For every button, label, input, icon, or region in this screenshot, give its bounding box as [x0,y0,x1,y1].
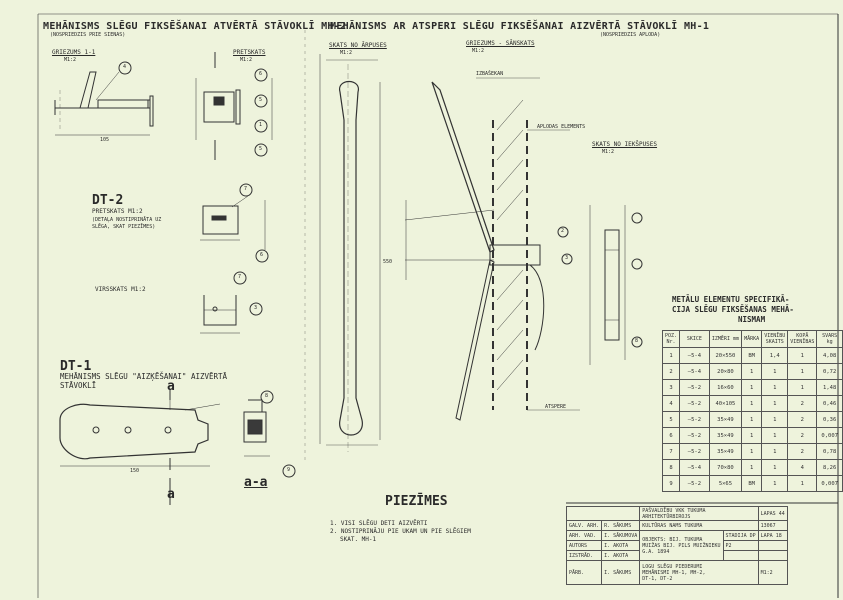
cell: —5-2 [680,396,710,412]
cell: 1 [663,348,680,364]
cell: —5-2 [680,428,710,444]
griezums-1-1-scale: M1:2 [64,57,77,63]
spec-header: MĀRKA [742,331,762,348]
callout-label: 9 [287,467,291,473]
stamp-blank [758,551,787,561]
cell: 1 [788,364,817,380]
virsskats-label: VIRSSKATS M1:2 [95,286,146,293]
stamp-name: I. SĀKUMOVA [602,531,640,541]
stamp-scale: M1:2 [758,561,787,585]
cell: 1 [742,364,762,380]
pretskats-label: PRETSKATS [233,49,266,56]
spec-header: POZ. Nr. [663,331,680,348]
cell: 40×105 [709,396,741,412]
cell: 4 [663,396,680,412]
cell: 2 [788,444,817,460]
stamp-object: KULTŪRAS NAMS TUKUMA [640,521,758,531]
cell: 1 [742,428,762,444]
table-row [663,348,843,364]
cell: —5-4 [680,364,710,380]
pretskats-view [196,49,272,160]
dt2-title: DT-2 [92,193,124,208]
cell: 6 [663,428,680,444]
griezums-sanskats-scale: M1:2 [472,48,485,54]
cell: 0,78 [817,444,843,460]
cell: 35×49 [709,428,741,444]
cell: 0,007 [817,476,843,492]
callout-label: 2 [561,228,565,234]
cell: —5-2 [680,444,710,460]
stamp-role: IZSTRĀD. [567,551,602,561]
spec-title-line: METĀLU ELEMENTU SPECIFIKĀ- [672,295,790,304]
spec-title-line: CIJA SLĒGU FIKSĒŠANAS MEHĀ- [672,305,794,314]
notes-title: PIEZĪMES [385,494,448,509]
table-row [663,364,843,380]
section-a-top: a [167,379,175,394]
stamp-org: PAŠVALDĪBU VKK TUKUMA ARHITEKTŪRBIROJS [640,507,758,521]
mh2-title: MEHĀNISMS SLĒGU FIKSĒŠANAI ATVĒRTĀ STĀVOKLĪ MH-2 [43,21,347,32]
cell: 1 [788,476,817,492]
cell: 20×80 [709,364,741,380]
table-row [663,396,843,412]
stamp-blank [758,541,787,551]
skats-no-arpuses-label: SKATS NO ĀRPUSES [329,42,387,49]
table-row [663,428,843,444]
dt1-sub2: STĀVOKLĪ [60,381,97,390]
stamp-archive: 13067 [758,521,787,531]
cell: 2 [663,364,680,380]
stamp-role: GALV. ARH. [567,521,602,531]
stamp-sheetref: P2 [723,541,758,551]
cell: 1 [742,460,762,476]
cell: 1 [788,380,817,396]
cell: 1,48 [817,380,843,396]
specification-table [662,330,843,492]
dt1-sub1: MEHĀNISMS SLĒGU "AIZĶĒŠANAI" AIZVĒRTĀ [60,372,228,381]
izpasekan-label: IZBAŠEKAN [476,71,504,77]
spec-header: VIENĪBU SKAITS [762,331,788,348]
note-line: 2. NOSTIPRINĀJU PIE UKAM UN PIE SLĒGIEM [330,528,471,535]
skats-no-arpuses-view [320,54,380,452]
mh1-title: MEHĀNISMS AR ATSPERI SLĒGU FIKSĒŠANAI AIZVĒRTĀ STĀVOKLĪ MH-1 [330,21,710,32]
cell: —5-2 [680,476,710,492]
cell: 1 [762,412,788,428]
callout-label: 3 [254,305,258,311]
stamp-name: I. AKOTA [602,551,640,561]
aplodas-elements-label: APLODAS ELEMENTS [537,124,586,130]
spec-header: KOPĀ VIENĪBAS [788,331,817,348]
cell: 16×60 [709,380,741,396]
cell: 0,72 [817,364,843,380]
cell: 9 [663,476,680,492]
cell: 2 [788,428,817,444]
mh2-subtitle: (NOSPRIEDZIS PRIE SIENAS) [50,32,126,38]
callout-label: 4 [123,64,127,70]
cell: 1 [742,396,762,412]
cell: 4 [788,460,817,476]
dimension-label: 150 [130,468,140,474]
cell: 20×550 [709,348,741,364]
section-a-bottom: a [167,487,175,502]
spec-header-row [663,331,843,348]
callout-label: 8 [635,338,639,344]
table-row [663,444,843,460]
cell: 1 [762,364,788,380]
stamp-name: I. AKOTA [602,541,640,551]
cell: 1 [742,412,762,428]
cell: 0,46 [817,396,843,412]
griezums-sanskats-label: GRIEZUMS - SĀNSKATS [466,40,535,47]
stamp-drawing: LOGU SLĒGU PIEDERUMI MEHĀNISMI MH-1, MH-2, DT-1, DT-2 [640,561,758,585]
cell: 1,4 [762,348,788,364]
stamp-lapas: LAPAS 44 [758,507,787,521]
stamp-role: ARH. VAD. [567,531,602,541]
cell: —5-4 [680,348,710,364]
cell: 1 [762,460,788,476]
skats-no-ieksp-label: SKATS NO IEKŠPUSES [592,141,658,148]
callout-label: 7 [244,186,248,192]
cell: 8 [663,460,680,476]
cell: —5-4 [680,460,710,476]
spec-title-line: NISMAM [738,315,766,324]
cell: 35×49 [709,444,741,460]
dt2-sub1: PRETSKATS M1:2 [92,208,143,215]
note-line: SKAT. MH-1 [340,536,377,543]
callout-label: 5 [259,146,263,152]
stamp-project: OBJEKTS: BIJ. TUKUMA MUIŽAS BIJ. PILS MUIŽNIEKU G.A. 1894 [640,531,723,561]
callout-label: 8 [265,393,269,399]
cell: 1 [762,380,788,396]
griezums-1-1-label: GRIEZUMS 1-1 [52,49,96,56]
stamp-name: R. SĀKUMS [602,521,640,531]
cell: —5-2 [680,380,710,396]
griezums-1-1-view [55,62,153,135]
skats-no-ieksp-scale: M1:2 [602,149,615,155]
cell: —5-2 [680,412,710,428]
cell: 2 [788,412,817,428]
stamp-role: PĀRB. [567,561,602,585]
dimension-label: 550 [383,259,393,265]
cell: 5×65 [709,476,741,492]
cell: 1 [762,476,788,492]
cell: 1 [762,444,788,460]
cell: 5 [663,412,680,428]
stamp-stage: STADIJA DP [723,531,758,541]
cell: 4,08 [817,348,843,364]
cell: 2 [788,396,817,412]
cell: 0,007 [817,428,843,444]
spec-header: SVARS kg [817,331,843,348]
dt2-sub2: (DETAĻA NOSTIPRINĀTA UZ [92,217,162,223]
dimension-label: 105 [100,137,110,143]
virsskats-view [200,272,262,333]
cell: 7 [663,444,680,460]
dt1-title: DT-1 [60,359,92,374]
atsperi-label: ATSPERE [545,404,567,410]
dt2-sub3: SLĒGA, SKAT PIEZĪMES) [92,224,156,230]
stamp-blank [567,507,640,521]
callout-label: 6 [259,71,263,77]
callout-label: 1 [259,122,263,128]
note-line: 1. VISI SLĒGU DETI AIZVĒRTI [330,520,428,527]
cell: 1 [788,348,817,364]
cell: 8,26 [817,460,843,476]
table-row [663,380,843,396]
callout-label: 6 [260,252,264,258]
table-row [663,460,843,476]
stamp-role: AUTORS [567,541,602,551]
cell: 1 [762,428,788,444]
stamp-name: I. SĀKUMS [602,561,640,585]
cell: 35×49 [709,412,741,428]
spec-header: IZMĒRI mm [709,331,741,348]
callout-label: 3 [565,255,569,261]
mh1-subtitle: (NOSPRIEDZIS APLODA) [600,32,661,38]
skats-no-arpuses-scale: M1:2 [340,50,353,56]
cell: 1 [742,380,762,396]
section-aa-title: a-a [244,475,268,490]
dt2-pretskats-view [200,184,268,262]
stamp-lapa: LAPA 18 [758,531,787,541]
pretskats-scale: M1:2 [240,57,253,63]
cell: 0,36 [817,412,843,428]
cell: 1 [742,444,762,460]
cell: 3 [663,380,680,396]
table-row [663,476,843,492]
title-block [566,506,788,585]
spec-header: SKICE [680,331,710,348]
stamp-blank [723,551,758,561]
cell: BM [742,476,762,492]
cell: BM [742,348,762,364]
cell: 70×80 [709,460,741,476]
table-row [663,412,843,428]
callout-label: 5 [259,97,263,103]
cell: 1 [762,396,788,412]
callout-label: 7 [238,274,242,280]
